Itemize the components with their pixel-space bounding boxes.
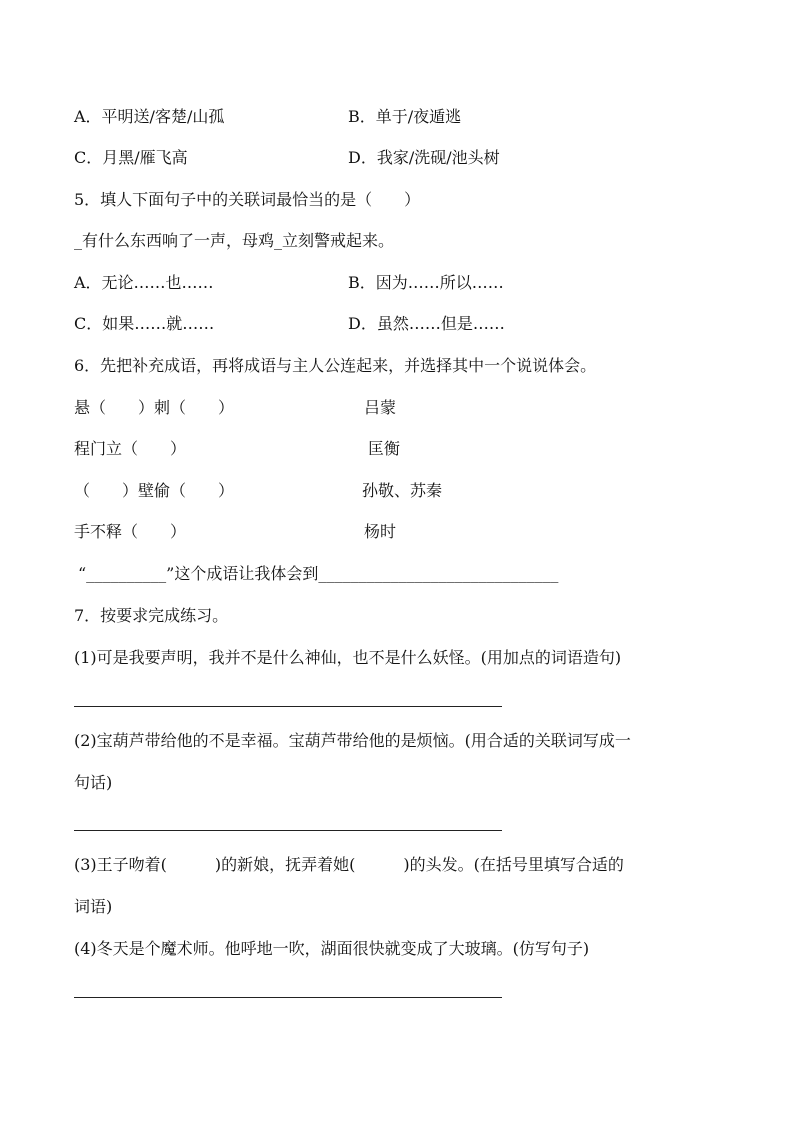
q7-part-2-answer-rule[interactable] <box>74 830 502 831</box>
q4-option-a: A．平明送/客楚/山孤 <box>74 107 225 126</box>
q6-idiom-1: 悬（ ）刺（ ） <box>74 398 235 417</box>
q7-part-2-line-1: (2)宝葫芦带给他的不是幸福。宝葫芦带给他的是烦恼。(用合适的关联词写成一 <box>74 731 631 750</box>
q7-part-3-line-1: (3)王子吻着( )的新娘，抚弄着她( )的头发。(在括号里填写合适的 <box>74 855 624 874</box>
q6-idiom-2: 程门立（ ） <box>74 439 187 458</box>
q5-option-a: A．无论……也…… <box>74 273 214 292</box>
q7-question: 7．按要求完成练习。 <box>74 606 229 625</box>
q6-person-2: 匡衡 <box>368 439 401 458</box>
q7-part-4-answer-rule[interactable] <box>74 997 502 998</box>
q4-option-b: B．单于/夜遁逃 <box>348 107 462 126</box>
q5-option-d: D．虽然……但是…… <box>348 314 505 333</box>
q4-option-c: C．月黑/雁飞高 <box>74 148 188 167</box>
q6-idiom-3: （ ）壁偷（ ） <box>74 481 235 500</box>
q7-part-2-line-2: 句话) <box>74 773 113 792</box>
q6-person-4: 杨时 <box>364 522 397 541</box>
q5-question: 5．填人下面句子中的关联词最恰当的是（ ） <box>74 190 421 209</box>
q5-option-c: C．如果……就…… <box>74 314 215 333</box>
q6-person-3: 孙敬、苏秦 <box>362 481 443 500</box>
q7-part-3-line-2: 词语) <box>74 897 113 916</box>
q5-sentence: _有什么东西响了一声，母鸡_立刻警戒起来。 <box>74 231 395 250</box>
q5-option-b: B．因为……所以…… <box>348 273 504 292</box>
q6-person-1: 吕蒙 <box>364 398 397 417</box>
q7-part-1: (1)可是我要声明，我并不是什么神仙，也不是什么妖怪。(用加点的词语造句) <box>74 648 622 667</box>
q6-question: 6．先把补充成语，再将成语与主人公连起来，并选择其中一个说说体会。 <box>74 356 597 375</box>
q6-idiom-4: 手不释（ ） <box>74 522 187 541</box>
q6-answer-line[interactable]: “__________”这个成语让我体会到______________________________ <box>78 564 559 583</box>
q7-part-1-answer-rule[interactable] <box>74 706 502 707</box>
q4-option-d: D．我家/洗砚/池头树 <box>348 148 500 167</box>
q7-part-4: (4)冬天是个魔术师。他呼地一吹，湖面很快就变成了大玻璃。(仿写句子) <box>74 939 590 958</box>
